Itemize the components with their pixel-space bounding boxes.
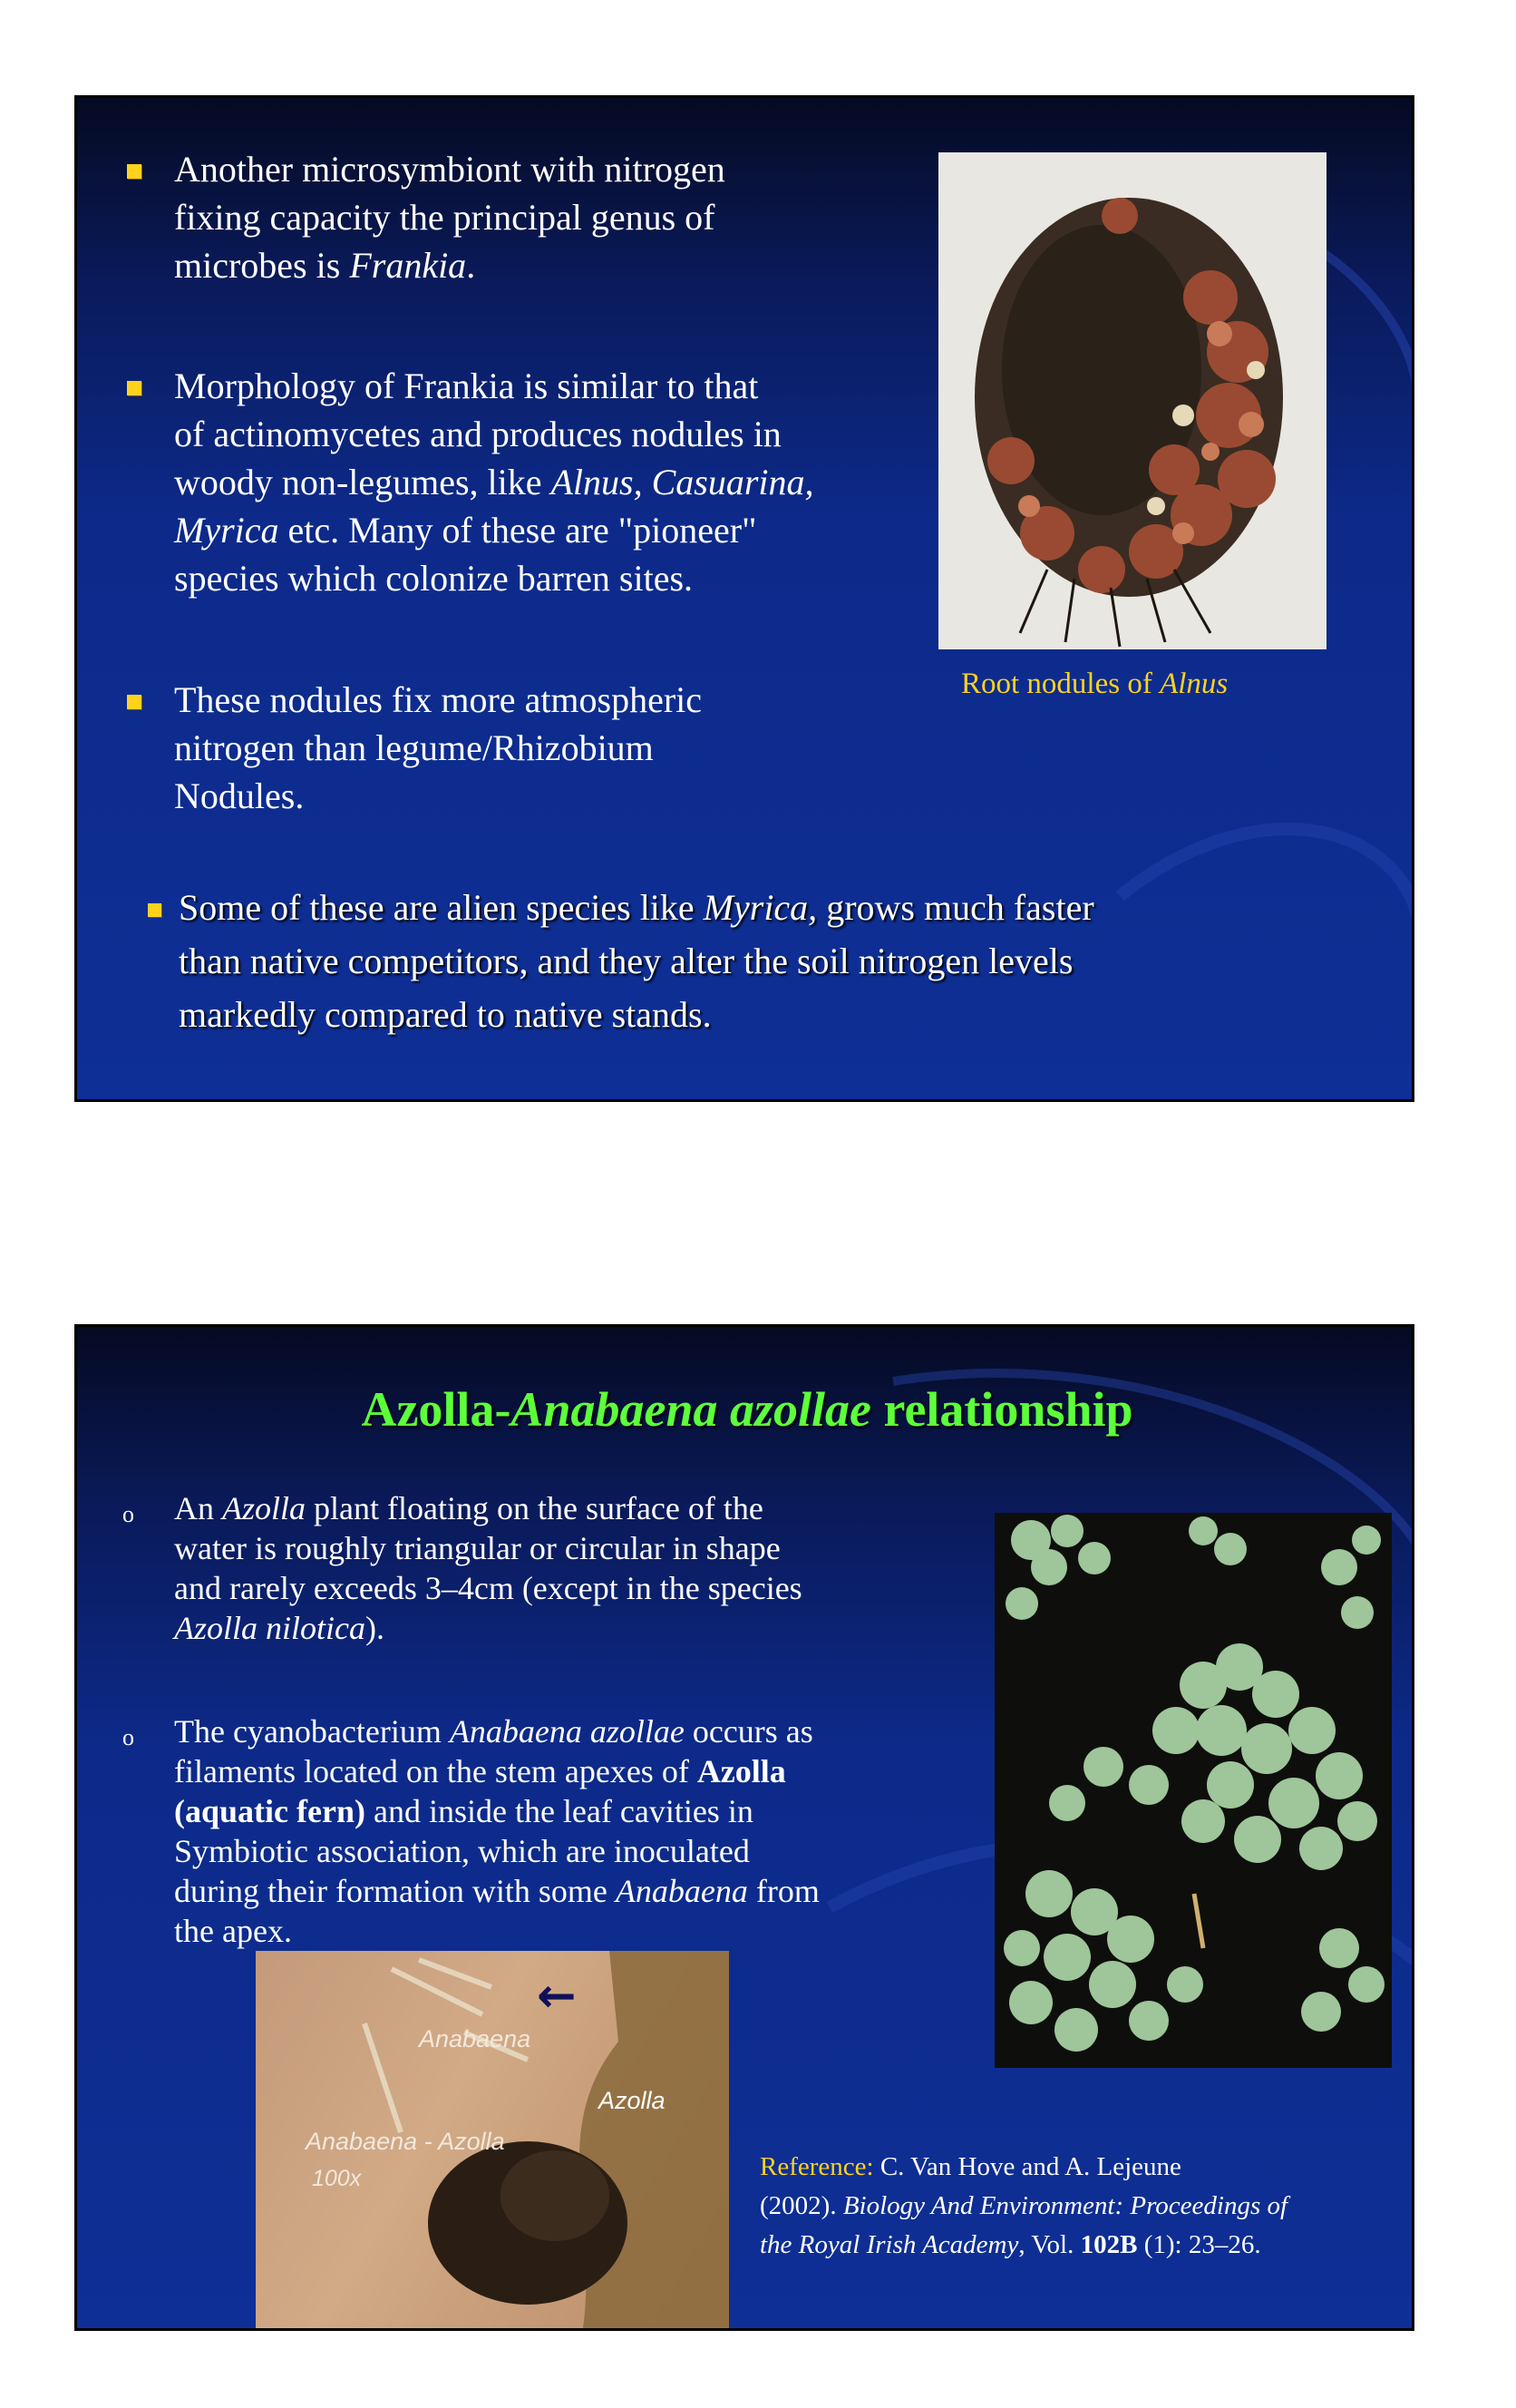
genus-name: Myrica, (703, 887, 818, 928)
bullet-text: occurs as (684, 1713, 813, 1750)
bullet-frankia-intro (174, 145, 725, 289)
genus-name: Myrica (174, 510, 279, 551)
caption-genus: Alnus (1160, 668, 1229, 700)
genus-name: Frankia (349, 245, 467, 286)
slide-title (77, 1381, 1414, 1438)
slide-frankia (74, 95, 1414, 1102)
genus-name: Azolla (222, 1490, 306, 1526)
title-italic: Anabaena azollae (510, 1382, 871, 1437)
bullet-text: markedly compared to native stands. (179, 994, 712, 1035)
micro-label-anabaena: Anabaena (419, 2025, 531, 2052)
reference-volume: , Vol. (1018, 2230, 1081, 2259)
reference-journal: Biology And Environment: Proceedings of (842, 2191, 1288, 2220)
bold-term: (aquatic fern) (174, 1793, 365, 1829)
bullet-text: of actinomycetes and produces nodules in (174, 414, 782, 454)
reference-authors: C. Van Hove and A. Lejeune (873, 2152, 1181, 2181)
bullet-text: An (174, 1490, 222, 1526)
bullet-text: Some of these are alien species like (179, 887, 704, 928)
bullet-text: water is roughly triangular or circular in shape (174, 1530, 781, 1566)
title-part: Azolla- (361, 1382, 511, 1437)
bullet-text: and rarely exceeds 3–4cm (except in the species (174, 1570, 802, 1606)
bullet-text: ). (365, 1610, 384, 1646)
genus-name: Anabaena (615, 1873, 748, 1909)
bullet-text: from (747, 1873, 820, 1909)
reference-label: Reference: (760, 2152, 874, 2181)
caption-text: Root nodules of (961, 668, 1161, 700)
bullet-text: during their formation with some (174, 1873, 616, 1909)
bullet-square-icon (148, 903, 161, 917)
bullet-square-icon (127, 164, 141, 179)
micro-label-magnification: 100x (312, 2166, 362, 2191)
bullet-square-icon (127, 381, 141, 395)
bullet-text: the apex. (174, 1913, 292, 1949)
bullet-text: fixing capacity the principal genus of (174, 197, 715, 238)
bullet-azolla-plant (174, 1488, 802, 1648)
species-name: Azolla nilotica (174, 1610, 365, 1646)
micro-label-anabaena-azolla: Anabaena - Azolla (306, 2128, 505, 2155)
microscope-image (256, 1951, 729, 2331)
bullet-text: filaments located on the stem apexes of (174, 1753, 697, 1789)
bullet-nodules (174, 676, 702, 820)
bullet-text: than native competitors, and they alter the soil nitrogen levels (179, 941, 1074, 981)
bullet-text: plant floating on the surface of the (306, 1490, 763, 1526)
bullet-text: woody non-legumes, like (174, 462, 551, 502)
bullet-text: nitrogen than legume/Rhizobium (174, 727, 654, 768)
bullet-text: Another microsymbiont with nitrogen (174, 149, 725, 190)
bullet-text: species which colonize barren sites. (174, 558, 694, 599)
bullet-morphology (174, 362, 814, 602)
slide-azolla (74, 1324, 1414, 2331)
reference-volume-number: 102B (1080, 2230, 1138, 2259)
bullet-text: and inside the leaf cavities in (364, 1793, 753, 1829)
bullet-text: These nodules fix more atmospheric (174, 679, 703, 720)
title-part: relationship (870, 1382, 1133, 1437)
arrow-icon: ← (537, 1969, 577, 2023)
bullet-text: Morphology of Frankia is similar to that (174, 366, 759, 406)
bullet-circle-marker: o (122, 1501, 134, 1527)
reference-block (760, 2148, 1395, 2265)
bullet-square-icon (127, 695, 141, 709)
micro-label-azolla: Azolla (598, 2087, 666, 2114)
species-name: Anabaena azollae (449, 1713, 685, 1750)
reference-journal: the Royal Irish Academy (760, 2230, 1019, 2259)
genus-names: Alnus, Casuarina, (550, 462, 814, 502)
alnus-root-nodules-photo (938, 152, 1326, 649)
bullet-text: etc. Many of these are "pioneer" (278, 510, 757, 551)
bullet-alien-species (179, 881, 1094, 1041)
bullet-text: grows much faster (817, 887, 1094, 928)
bullet-text: microbes is (174, 245, 350, 286)
bold-term: Azolla (696, 1753, 786, 1789)
bullet-text: Nodules. (174, 775, 305, 816)
bullet-text: . (466, 245, 476, 286)
photo-caption (961, 668, 1228, 701)
bullet-text: Symbiotic association, which are inoculated (174, 1833, 750, 1869)
bullet-cyanobacterium (174, 1711, 820, 1951)
bullet-circle-marker: o (122, 1724, 134, 1750)
azolla-fern-photo (995, 1513, 1392, 2068)
reference-pages: (1): 23–26. (1137, 2230, 1261, 2259)
bullet-text: The cyanobacterium (174, 1713, 450, 1750)
reference-year: (2002). (760, 2191, 843, 2220)
